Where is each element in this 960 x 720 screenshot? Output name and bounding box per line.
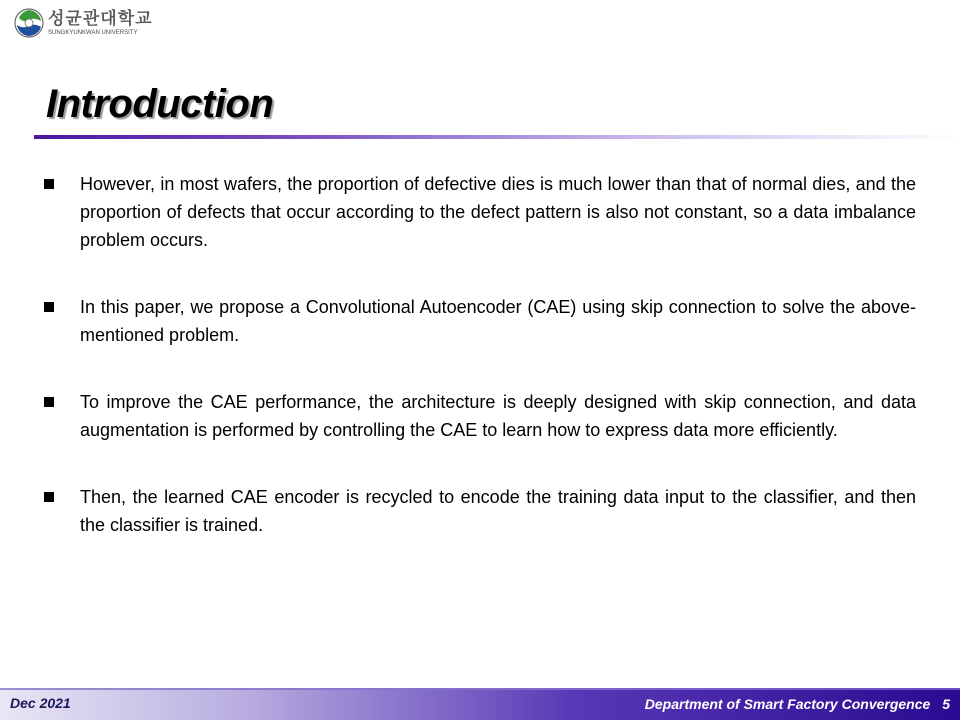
bullet-list [42,170,916,539]
bullet-item [42,483,916,539]
square-bullet-icon [42,293,56,321]
title-underline [34,135,960,139]
square-bullet-icon [42,388,56,416]
slide-footer [0,688,960,720]
slide-title: Introduction [46,82,274,126]
bullet-text: However, in most wafers, the proportion of defective dies is much lower than that of normal dies, and the proportion of defects that occur according to the defect pattern is also not constant, so a data imbalance problem occurs. [80,174,916,250]
university-logo [14,6,153,40]
bullet-text: In this paper, we propose a Convolutional Autoencoder (CAE) using skip connection to solve the above-mentioned problem. [80,297,916,345]
square-bullet-icon [42,483,56,511]
bullet-item [42,170,916,254]
bullet-text: To improve the CAE performance, the architecture is deeply designed with skip connection, and data augmentation is performed by controlling the CAE to learn how to express data more efficiently. [80,392,916,440]
footer-divider [0,688,960,690]
footer-department-block [645,696,950,712]
bullet-text: Then, the learned CAE encoder is recycled to encode the training data input to the classifier, and then the classifier is trained. [80,487,916,535]
skku-logo-icon [14,8,44,38]
page-number: 5 [942,696,950,712]
square-bullet-icon [42,170,56,198]
bullet-item [42,388,916,444]
bullet-item [42,293,916,349]
university-name-english: SUNGKYUNKWAN UNIVERSITY [48,29,138,36]
footer-date: Dec 2021 [10,695,71,711]
university-name-korean: 성균관대학교 [48,8,153,29]
footer-department: Department of Smart Factory Convergence [644,696,931,712]
